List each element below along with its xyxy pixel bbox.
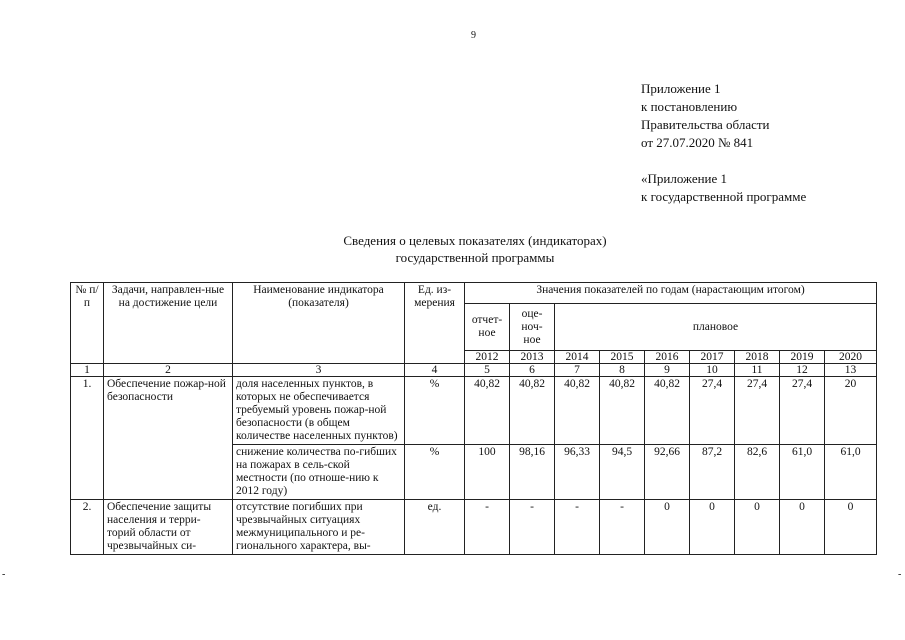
year-cell: 2014 <box>555 351 600 364</box>
column-number: 12 <box>780 364 825 377</box>
column-number: 8 <box>600 364 645 377</box>
header-estimated: оце-ноч-ное <box>510 304 555 351</box>
title-line: Сведения о целевых показателях (индикаторах) <box>343 233 607 248</box>
value-cell: 96,33 <box>555 445 600 500</box>
unit-cell: % <box>405 445 465 500</box>
value-cell: - <box>465 500 510 555</box>
value-cell: 40,82 <box>555 377 600 445</box>
edge-mark-left: - <box>2 569 6 580</box>
value-cell: 0 <box>825 500 877 555</box>
column-number: 10 <box>690 364 735 377</box>
indicator-cell: снижение количества по-гибших на пожарах в сель-ской местности (по отноше-нию к 2012 году) <box>233 445 405 500</box>
indicator-cell: доля населенных пунктов, в которых не обеспечивается требуемый уровень пожар-ной безопасности (в общем количестве населенных пунктов) <box>233 377 405 445</box>
column-number: 4 <box>405 364 465 377</box>
header-indicator: Наименование индикатора (показателя) <box>233 283 405 364</box>
value-cell: 40,82 <box>645 377 690 445</box>
column-number: 7 <box>555 364 600 377</box>
header-planned: плановое <box>555 304 877 351</box>
title-line: государственной программы <box>395 250 555 265</box>
year-cell: 2018 <box>735 351 780 364</box>
header-values: Значения показателей по годам (нарастающим итогом) <box>465 283 877 304</box>
column-number: 5 <box>465 364 510 377</box>
year-cell: 2013 <box>510 351 555 364</box>
row-number: 1. <box>71 377 104 500</box>
value-cell: 87,2 <box>690 445 735 500</box>
value-cell: 82,6 <box>735 445 780 500</box>
task-text: Обеспечение защиты населения и терри-торий области от чрезвычайных си- <box>107 501 212 552</box>
column-number: 2 <box>104 364 233 377</box>
page-number: 9 <box>471 30 476 41</box>
annex-line: Приложение 1 <box>641 81 721 96</box>
year-cell: 2017 <box>690 351 735 364</box>
value-cell: 0 <box>735 500 780 555</box>
column-number: 13 <box>825 364 877 377</box>
value-cell: 20 <box>825 377 877 445</box>
value-cell: 40,82 <box>510 377 555 445</box>
value-cell: 27,4 <box>690 377 735 445</box>
row-number: 2. <box>71 500 104 555</box>
value-cell: - <box>600 500 645 555</box>
table-row <box>71 377 877 445</box>
header-tasks: Задачи, направлен-ные на достижение цели <box>104 283 233 364</box>
year-cell: 2019 <box>780 351 825 364</box>
annex-line: к государственной программе <box>641 189 807 204</box>
indicator-text: отсутствие погибших при чрезвычайных ситуациях межмуниципального и ре-гионального характера, вы- <box>236 501 371 552</box>
header-unit: Ед. из-мерения <box>405 283 465 364</box>
value-cell: 92,66 <box>645 445 690 500</box>
header-reported: отчет-ное <box>465 304 510 351</box>
column-number: 3 <box>233 364 405 377</box>
value-cell: - <box>510 500 555 555</box>
value-cell: 61,0 <box>780 445 825 500</box>
unit-cell: ед. <box>405 500 465 555</box>
year-cell: 2015 <box>600 351 645 364</box>
table-row <box>71 500 877 555</box>
value-cell: 61,0 <box>825 445 877 500</box>
indicators-table <box>70 282 877 555</box>
value-cell: 0 <box>780 500 825 555</box>
value-cell: - <box>555 500 600 555</box>
task-cell <box>104 500 233 555</box>
annex-line: от 27.07.2020 № 841 <box>641 135 754 150</box>
task-cell: Обеспечение пожар-ной безопасности <box>104 377 233 500</box>
value-cell: 100 <box>465 445 510 500</box>
value-cell: 40,82 <box>465 377 510 445</box>
column-number: 9 <box>645 364 690 377</box>
value-cell: 94,5 <box>600 445 645 500</box>
annex-line: «Приложение 1 <box>641 171 728 186</box>
annex-line: Правительства области <box>641 117 770 132</box>
value-cell: 0 <box>690 500 735 555</box>
annex-line: к постановлению <box>641 99 738 114</box>
unit-cell: % <box>405 377 465 445</box>
value-cell: 27,4 <box>735 377 780 445</box>
year-cell: 2012 <box>465 351 510 364</box>
year-cell: 2020 <box>825 351 877 364</box>
document-title <box>250 232 700 266</box>
column-number: 6 <box>510 364 555 377</box>
annex-block <box>641 80 806 206</box>
indicator-cell <box>233 500 405 555</box>
value-cell: 0 <box>645 500 690 555</box>
value-cell: 40,82 <box>600 377 645 445</box>
value-cell: 27,4 <box>780 377 825 445</box>
year-cell: 2016 <box>645 351 690 364</box>
header-num: № п/п <box>71 283 104 364</box>
column-number: 11 <box>735 364 780 377</box>
column-number: 1 <box>71 364 104 377</box>
edge-mark-right: - <box>898 569 902 580</box>
value-cell: 98,16 <box>510 445 555 500</box>
